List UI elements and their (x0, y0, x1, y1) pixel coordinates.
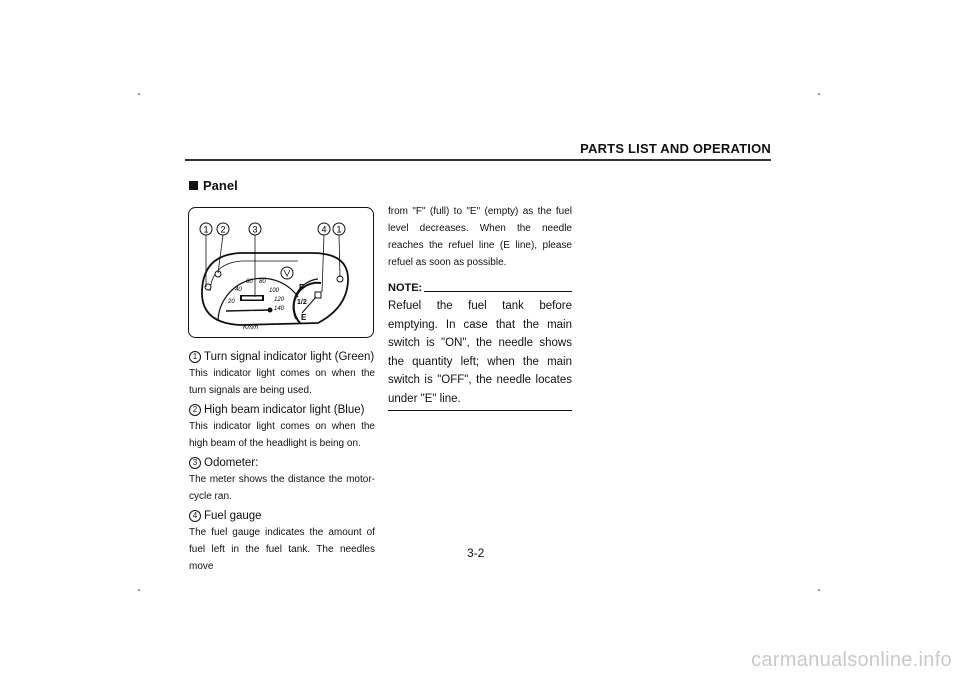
callout-4 (318, 223, 330, 235)
svg-text:1: 1 (336, 224, 342, 235)
note-label: NOTE: (388, 282, 423, 294)
number-badge: 3 (189, 457, 201, 469)
left-column (189, 346, 375, 575)
callout-2 (217, 223, 229, 235)
item-title: Turn signal indicator light (Green) (204, 351, 375, 363)
number-badge: 4 (189, 510, 201, 522)
svg-text:60: 60 (246, 279, 253, 285)
page-number: 3-2 (467, 546, 485, 560)
svg-text:20: 20 (228, 299, 235, 305)
item-heading (189, 508, 375, 524)
crop-mark (138, 589, 140, 591)
svg-text:1/2: 1/2 (297, 299, 307, 306)
square-bullet-icon (189, 181, 198, 190)
svg-text:1: 1 (203, 224, 209, 235)
svg-text:3: 3 (252, 224, 258, 235)
item-heading (189, 402, 375, 418)
number-badge: 1 (189, 351, 201, 363)
callout-1-right (333, 223, 345, 235)
section-title (189, 178, 238, 193)
panel-figure (188, 207, 374, 338)
item-body: This indicator light comes on when the turn signals are being used. (189, 368, 375, 396)
svg-text:F: F (299, 283, 304, 292)
section-title-text: Panel (203, 178, 238, 193)
item-body: The fuel gauge indicates the amount of fuel left in the fuel tank. The needles move (189, 527, 375, 572)
svg-text:E: E (301, 313, 307, 322)
item-title: High beam indicator light (Blue) (204, 404, 365, 416)
watermark: carmanualsonline.info (751, 649, 952, 671)
svg-text:Km/h: Km/h (243, 324, 259, 331)
item-heading (189, 455, 375, 471)
item-heading (189, 349, 375, 365)
continuation-text: from "F" (full) to "E" (empty) as the fuel level decreases. When the needle reaches the refuel line (E line), please refuel as soon as possible. (388, 206, 572, 268)
svg-text:40: 40 (235, 287, 242, 293)
svg-text:80: 80 (259, 279, 266, 285)
note-text: Refuel the fuel tank before emptying. In case that the main switch is "ON", the needle shows the quantity left; when the main switch is "OFF", the needle locates under "E" line. (388, 297, 572, 411)
item-body: The meter shows the distance the motor-cycle ran. (189, 474, 375, 502)
crop-mark (818, 93, 820, 95)
svg-text:4: 4 (321, 224, 327, 235)
svg-text:120: 120 (274, 297, 285, 303)
svg-text:140: 140 (274, 306, 285, 312)
right-column (388, 203, 572, 411)
item-body: This indicator light comes on when the high beam of the headlight is being on. (189, 421, 375, 449)
note-rule (424, 291, 572, 292)
crop-mark (138, 93, 140, 95)
header-title: PARTS LIST AND OPERATION (580, 141, 771, 156)
header-rule (185, 159, 771, 161)
note-block (388, 282, 572, 411)
note-header (388, 282, 572, 294)
callout-3 (249, 223, 261, 235)
item-title: Odometer: (204, 457, 259, 469)
number-badge: 2 (189, 404, 201, 416)
svg-text:100: 100 (269, 288, 280, 294)
svg-text:2: 2 (220, 224, 226, 235)
crop-mark (818, 589, 820, 591)
callout-1 (200, 223, 212, 235)
item-title: Fuel gauge (204, 510, 262, 522)
